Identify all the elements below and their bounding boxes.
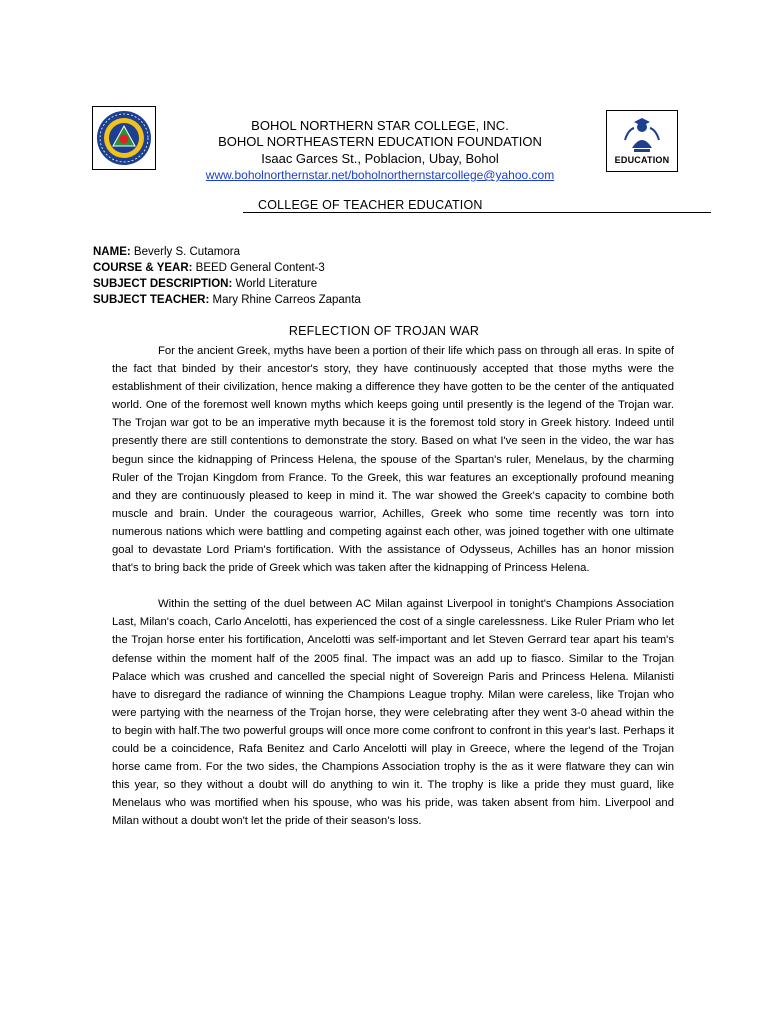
seal-emblem-icon — [96, 110, 152, 166]
teacher-value: Mary Rhine Carreos Zapanta — [209, 294, 361, 306]
education-logo — [606, 110, 678, 172]
college-seal-logo — [92, 106, 156, 170]
letterhead — [160, 118, 600, 183]
essay-paragraph-1: For the ancient Greek, myths have been a portion of their life which pass on through all eras. In spite of the fact that binded by their ancestor's story, they have continuously accepted that those myths were the establishment of their civilization, hence making a difference they have gotten to be the center of the antiquated world. One of the foremost well known myths which keeps going until presently is the legend of the Trojan war. The Trojan war got to be an imperative myth because it is the foremost told story in Greek history. Indeed until presently there are still contentions to demonstrate the story. Based on what I've seen in the video, the war has begun since the kidnapping of Princess Helena, the spouse of the Spartan's ruler, Menelaus, by the charming Ruler of the Trojan Kingdom from France. To the Greek, this war features an exceptionally profound meaning and they are continuously pleased to keep in mind it. The war showed the Greek's capacity to combine both muscle and brain. Under the courageous warrior, Achilles, Greek who some time recently was torn into numerous nations which were battling and competing against each other, was joined together with one ultimate goal to devastate Lord Priam's fortification. With the assistance of Odysseus, Achilles has an honor mission that's to bring back the pride of Greek which was taken after the kidnapping of Princess Helena. — [112, 345, 674, 575]
course-value: BEED General Content-3 — [192, 262, 325, 274]
name-row — [93, 244, 683, 260]
subject-row — [93, 276, 683, 292]
course-row — [93, 260, 683, 276]
essay-title: REFLECTION OF TROJAN WAR — [288, 324, 480, 338]
website-email-link[interactable]: www.boholnorthernstar.net/boholnorthernstarcollege@yahoo.com — [205, 168, 555, 182]
graduate-emblem-icon — [622, 118, 662, 154]
name-label: NAME: — [93, 246, 131, 258]
address-line: Isaac Garces St., Poblacion, Ubay, Bohol — [261, 151, 499, 166]
teacher-row — [93, 292, 683, 308]
college-heading: COLLEGE OF TEACHER EDUCATION — [258, 198, 483, 212]
subject-label: SUBJECT DESCRIPTION: — [93, 278, 233, 290]
foundation-name: BOHOL NORTHEASTERN EDUCATION FOUNDATION — [218, 134, 542, 149]
essay-body — [112, 342, 674, 830]
education-logo-label: EDUCATION — [614, 154, 670, 165]
teacher-label: SUBJECT TEACHER: — [93, 294, 210, 306]
subject-value: World Literature — [232, 278, 318, 290]
header-divider — [243, 212, 711, 213]
essay-paragraph-2: Within the setting of the duel between AC Milan against Liverpool in tonight's Champions Association Last, Milan's coach, Carlo Ancelotti, has experienced the cost of a single carelessness. Like Ruler Priam who let the Trojan horse enter his fortification, Ancelotti was self-important and let Steven Gerrard tear apart his team's defense within the moment half of the 2005 final. The impact was an add up to fiasco. Similar to the Trojan Palace which was crushed and cancelled the special night of Sovereign Paris and Princess Helena. Milanisti have to disregard the radiance of winning the Champions League trophy. Milan were careless, like Trojan who were partying with the nearness of the Trojan horse, they were celebrating after they went 3-0 ahead within the to begin with half.The two powerful groups will once more come confront to confront in this year's last. Perhaps it could be a coincidence, Rafa Benitez and Carlo Ancelotti will play in Greece, where the legend of the Trojan horse came from. For the two sides, the Champions Association trophy is the as it were flatware they can win this year, so they without a doubt will do anything to win it. The trophy is like a pride they must guard, like Menelaus who was mortified when his spouse, who was his pride, was taken absent from him. Liverpool and Milan without a doubt won't let the pride of their season's loss. — [112, 598, 674, 828]
student-info — [93, 244, 683, 308]
course-label: COURSE & YEAR: — [93, 262, 193, 274]
name-value: Beverly S. Cutamora — [130, 246, 240, 258]
institution-name: BOHOL NORTHERN STAR COLLEGE, INC. — [251, 118, 509, 133]
